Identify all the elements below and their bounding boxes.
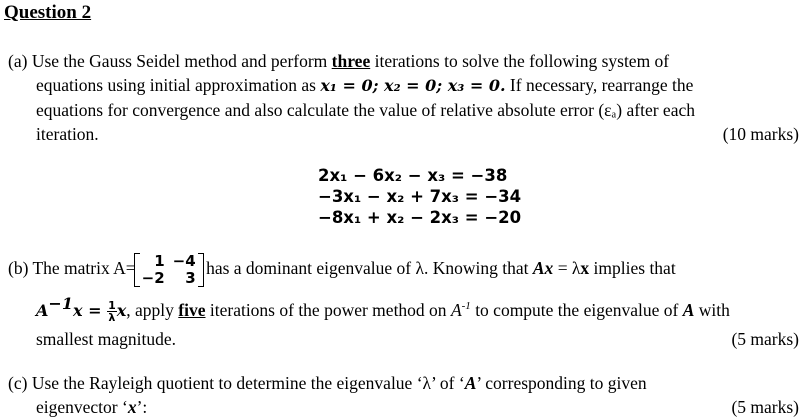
part-b-ainv2-sup: -1 bbox=[461, 300, 471, 312]
part-b-text-3: implies that bbox=[589, 258, 676, 279]
part-b-x: x bbox=[580, 258, 590, 279]
part-c-x: x bbox=[127, 397, 137, 417]
equation-3: −8x₁ + x₂ − 2x₃ = −20 bbox=[318, 208, 522, 227]
part-b-text-2: has a dominant eigenvalue of λ. Knowing that bbox=[201, 258, 533, 279]
part-b-text-1: The matrix A= bbox=[32, 258, 136, 279]
part-b-ainv: A bbox=[36, 300, 49, 320]
part-b-text-5: iterations of the power method on bbox=[205, 299, 451, 320]
question-title: Question 2 bbox=[4, 2, 92, 23]
part-c-text-1: Use the Rayleigh quotient to determine the eigenvalue ‘λ’ of ‘ bbox=[31, 373, 465, 393]
part-b-xeq: x = bbox=[72, 300, 108, 320]
part-c-a: A bbox=[464, 373, 477, 393]
part-c-text-2: ’ corresponding to given bbox=[476, 373, 647, 393]
part-c-marks: (5 marks) bbox=[731, 397, 799, 417]
part-c-text-2a: eigenvector ‘ bbox=[36, 397, 128, 417]
part-b-label: (b) bbox=[8, 258, 29, 279]
part-a-text-4: iteration. bbox=[36, 124, 99, 144]
part-b-ax: Ax bbox=[532, 258, 554, 279]
part-b-paragraph bbox=[8, 253, 805, 350]
matrix-cell: 1 bbox=[154, 252, 165, 270]
part-c-paragraph bbox=[8, 371, 805, 419]
part-b-five: five bbox=[178, 299, 206, 320]
part-a-text-3: equations for convergence and also calculate the value of relative absolute error (εₐ) after each bbox=[36, 100, 695, 120]
equation-system bbox=[318, 165, 521, 228]
part-a-marks: (10 marks) bbox=[722, 124, 799, 144]
part-a-text-1: Use the Gauss Seidel method and perform bbox=[31, 51, 332, 71]
part-b-text-8: smallest magnitude. bbox=[36, 328, 176, 349]
part-a-paragraph bbox=[8, 49, 805, 146]
part-b-a3: A bbox=[682, 299, 695, 320]
part-b-eq: = λ bbox=[553, 258, 581, 279]
part-b-ainv-sup: −1 bbox=[48, 294, 73, 313]
part-a-text-2b: If necessary, rearrange the bbox=[505, 75, 694, 95]
part-a-text-1b: iterations to solve the following system of bbox=[370, 51, 670, 71]
part-b-ainv2: A bbox=[450, 299, 462, 320]
part-a-three: three bbox=[331, 51, 371, 71]
matrix-cell: −4 bbox=[172, 252, 196, 270]
matrix-cell: −2 bbox=[141, 269, 165, 287]
matrix-a bbox=[138, 253, 200, 287]
equation-1: 2x₁ − 6x₂ − x₃ = −38 bbox=[318, 166, 508, 185]
part-b-xend: x bbox=[116, 300, 127, 320]
part-c-label: (c) bbox=[8, 373, 28, 393]
matrix-cell: 3 bbox=[185, 269, 196, 287]
part-b-marks: (5 marks) bbox=[731, 328, 799, 349]
fraction-one-over-lambda bbox=[107, 300, 117, 323]
part-b-text-4: , apply bbox=[126, 299, 179, 320]
part-a-initial-approx: x₁ = 0; x₂ = 0; x₃ = 0. bbox=[320, 76, 506, 95]
part-b-text-7: with bbox=[694, 299, 730, 320]
part-b-text-6: to compute the eigenvalue of bbox=[470, 299, 683, 320]
part-a-text-2a: equations using initial approximation as bbox=[36, 75, 321, 95]
fraction-denominator: λ bbox=[108, 311, 116, 325]
fraction-numerator: 1 bbox=[108, 299, 116, 313]
part-a-label: (a) bbox=[8, 51, 28, 71]
part-c-text-2b: ’: bbox=[136, 397, 148, 417]
equation-2: −3x₁ − x₂ + 7x₃ = −34 bbox=[318, 187, 522, 206]
